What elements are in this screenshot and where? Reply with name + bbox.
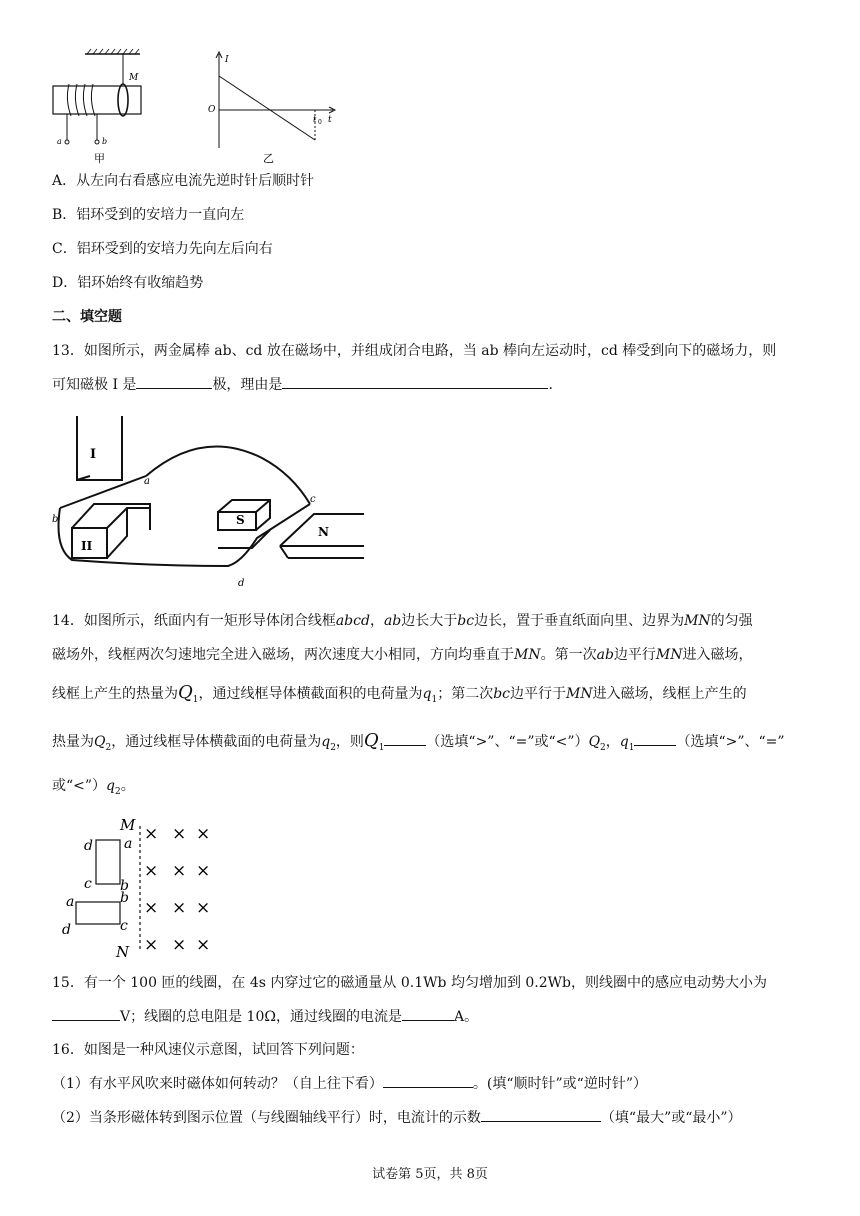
section-title: 二、填空题 [52,309,122,325]
q15-text-a: V；线圈的总电阻是 10Ω，通过线圈的电流是 [120,1009,402,1025]
option-b: B．铝环受到的安培力一直向左 [52,207,245,223]
q16-text-a: （1）有水平风吹来时磁体如何转动？（自上往下看） [52,1076,383,1092]
q14-text: ， [369,613,384,629]
caption-jia: 甲 [94,152,105,165]
q14-blank-Q[interactable] [384,731,426,746]
q14-sub: 1 [192,694,199,705]
q13-label-a: a [144,476,150,487]
q13-label-b: b [52,514,59,525]
q14-sub: 2 [600,742,606,753]
option-c: C．铝环受到的安培力先向左后向右 [52,241,273,257]
option-a: A．从左向右看感应电流先逆时针后顺时针 [52,173,315,189]
q14-var-ab: ab [596,647,614,663]
q13-label-II: II [81,539,93,553]
figure-q13 [52,408,382,598]
q14-text: 边长，置于垂直纸面向里、边界为 [474,613,685,629]
q14-text: 线框上产生的热量为 [52,686,178,702]
q13-label-I: I [90,447,97,462]
q14-text: 边平行于 [510,686,567,702]
q14-sub: 1 [378,742,385,753]
q14-text: ，通过线框导体横截面的电荷量为 [111,734,322,750]
figure-jia [45,48,155,168]
q14-text: ，则 [335,734,364,750]
q14-var-bc: bc [493,686,511,702]
q13-line1: 13．如图所示，两金属棒 ab、cd 放在磁场中，并组成闭合电路，当 ab 棒向左运动时，cd 棒受到向下的磁场力，则 [52,343,777,359]
q15-line1: 15．有一个 100 匝的线圈，在 4s 内穿过它的磁通量从 0.1Wb 均匀增加到 0.2Wb，则线圈中的感应电动势大小为 [52,975,768,991]
field-cross: × [144,935,159,955]
q14-text: 14．如图所示，纸面内有一矩形导体闭合线框 [52,613,336,629]
q13-label-N: N [318,525,329,539]
q14-line4 [52,731,785,758]
field-cross: × [144,898,159,918]
q14-var-MN: MN [514,647,541,663]
q13-label-d: d [238,578,245,589]
q14-text: 或“<”） [52,778,107,794]
field-cross: × [144,824,159,844]
q14-var-Q: Q [363,730,379,751]
label-I: I [225,55,229,65]
q14-sub: 2 [115,786,121,797]
q14-text: 热量为 [52,734,94,750]
q13-text-b: 极，理由是 [212,377,283,393]
label-t: t [328,115,332,125]
q14-sub: 2 [330,742,336,753]
field-cross: × [172,824,187,844]
q14-var-q: q [619,734,629,750]
q14-var-Q: Q [94,734,106,750]
q14-var-MN: MN [684,613,711,629]
q14-sub: 1 [628,742,635,753]
q13-text-a: 可知磁极 I 是 [52,377,137,393]
q14-blank-q[interactable] [634,731,676,746]
q13-blank-pole[interactable] [136,374,212,389]
q14-var-MN: MN [655,647,683,663]
q16-text-c: （2）当条形磁体转到图示位置（与线圈轴线平行）时，电流计的示数 [52,1110,481,1126]
label-O: O [208,105,216,115]
field-cross: × [172,861,187,881]
q14-var-Q: Q [588,734,601,750]
q16-line2 [52,1073,647,1094]
q14-line5 [52,776,135,802]
field-cross: × [196,824,211,844]
q14-var-q: q [321,734,331,750]
q14-sub: 1 [431,694,438,705]
q14-var-MN: MN [566,686,593,702]
q13-blank-reason[interactable] [282,374,548,389]
option-d: D．铝环始终有收缩趋势 [52,275,204,291]
q14-line3 [52,683,747,710]
q16-blank-rotation[interactable] [383,1073,473,1088]
q15-line2 [52,1006,478,1027]
q14-label-b2: b [120,890,129,906]
q14-text: 的匀强 [710,613,753,629]
q14-label-c2: c [120,918,128,934]
q14-sub: 2 [105,742,112,753]
q14-text: 进入磁场， [682,647,753,663]
q14-var-abcd: abcd [335,613,370,629]
q14-text: ， [605,734,620,750]
q14-text: 磁场外，线框两次匀速地完全进入磁场，两次速度大小相同，方向均垂直于 [52,647,514,663]
q14-label-a2: a [66,894,75,910]
caption-yi: 乙 [263,152,274,165]
field-cross: × [172,935,187,955]
q13-label-S: S [236,513,245,527]
q14-label-N: N [116,943,130,961]
q14-text: ；第二次 [437,686,494,702]
q14-line2 [52,645,753,665]
q14-text: ，通过线框导体横截面积的电荷量为 [198,686,423,702]
q14-var-q: q [106,778,116,794]
page-footer: 试卷第 5页，共 8页 [372,1167,488,1182]
label-b: b [102,137,108,146]
figure-yi [205,48,345,168]
field-cross: × [172,898,187,918]
q14-var-q: q [422,686,432,702]
field-cross: × [144,861,159,881]
q16-text-b: 。(填“顺时针”或“逆时针”） [472,1076,647,1092]
field-cross: × [196,861,211,881]
label-t0: t [313,115,317,124]
q14-label-M: M [120,816,136,834]
q14-var-Q: Q [178,682,193,703]
q16-text-d: （填“最大”或“最小”） [600,1110,742,1126]
q13-line2 [52,374,562,395]
figure-q14 [58,812,228,962]
q14-text: 边平行 [613,647,656,663]
q14-text: （选填“>”、“=” [676,734,785,750]
q14-label-a1: a [124,836,133,852]
q16-blank-reading[interactable] [481,1107,601,1122]
q14-var-ab: ab [383,613,402,629]
label-M: M [129,73,139,83]
q16-line3 [52,1107,742,1128]
label-t0-sub: 0 [318,119,322,126]
q15-text-b: A。 [453,1009,479,1025]
q15-blank-current[interactable] [402,1006,454,1021]
q14-label-c1: c [84,876,92,892]
q15-blank-emf[interactable] [52,1006,120,1021]
field-cross: × [196,898,211,918]
q14-label-d1: d [84,838,93,854]
label-a: a [57,137,62,146]
q14-text: 进入磁场，线框上产生的 [592,686,747,702]
q14-text: 。第一次 [540,647,597,663]
q14-text: （选填“>”、“=”或“<”） [426,734,589,750]
q14-label-b1: b [120,878,129,894]
q14-text: 边长大于 [401,613,458,629]
q14-label-d2: d [62,922,71,938]
q14-text: 。 [120,778,135,794]
q13-label-c: c [310,494,316,505]
q13-text-c: ． [548,377,563,393]
q14-line1 [52,611,753,631]
q16-line1: 16．如图是一种风速仪示意图，试回答下列问题： [52,1042,364,1058]
q14-var-bc: bc [457,613,475,629]
field-cross: × [196,935,211,955]
